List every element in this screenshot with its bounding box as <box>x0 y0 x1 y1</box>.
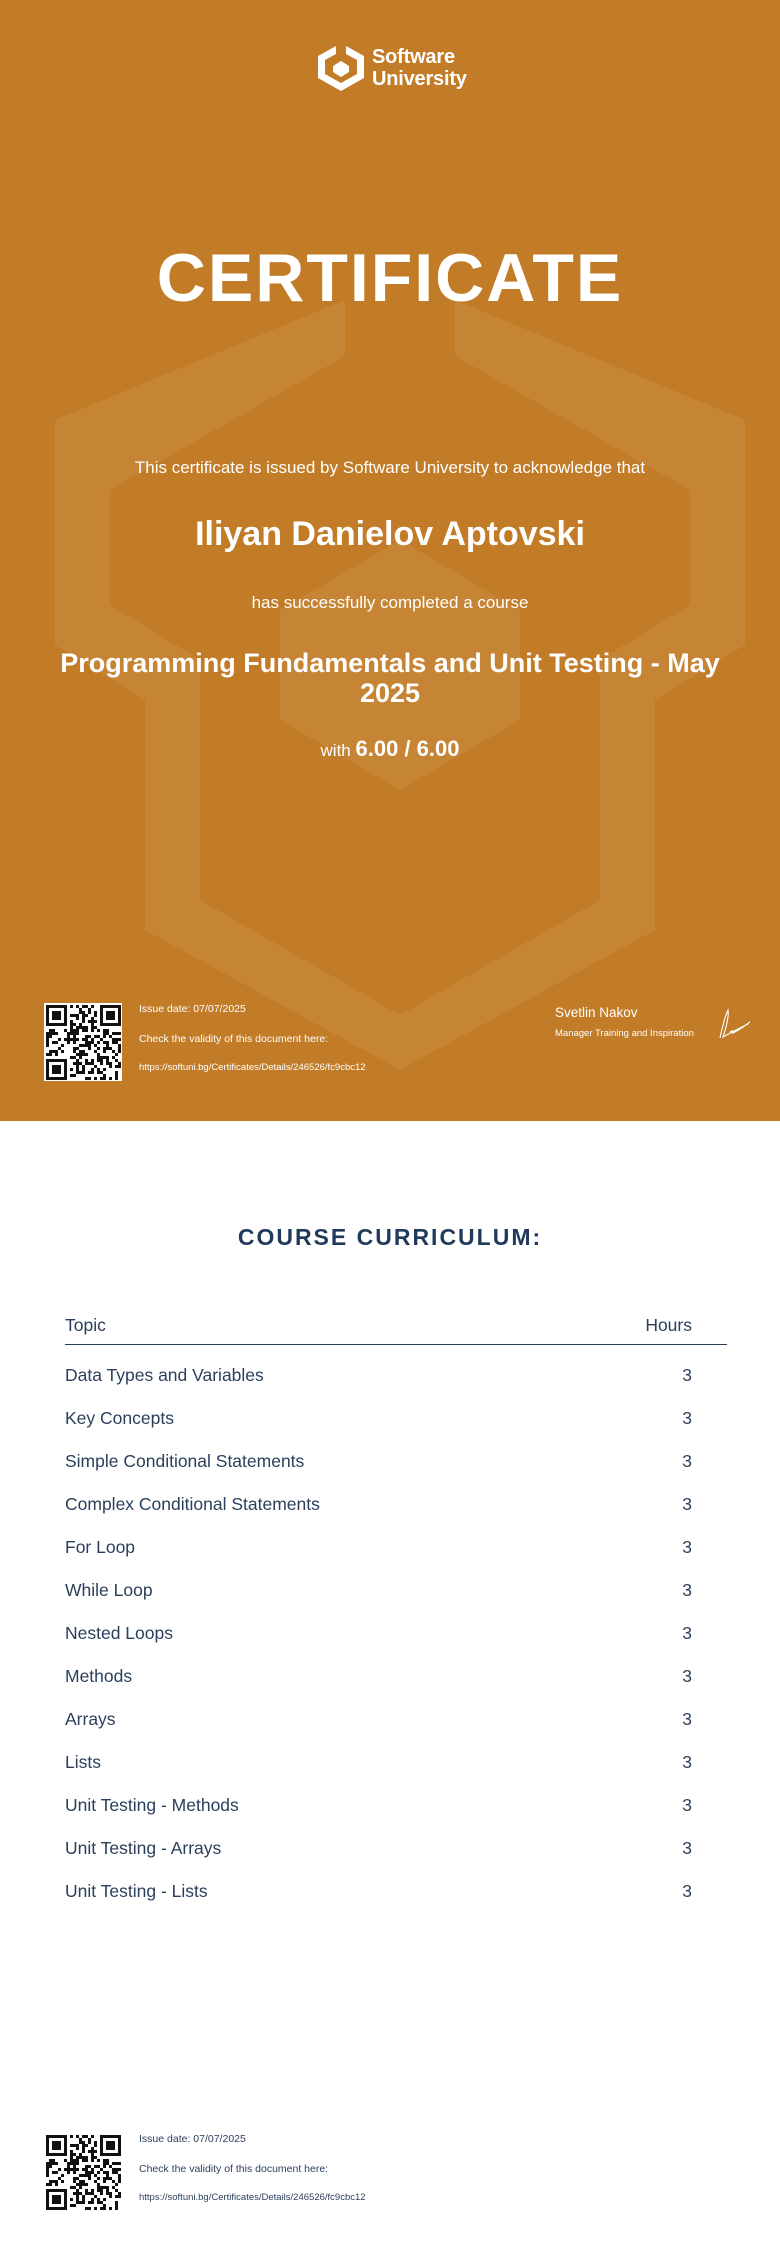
row-hours: 3 <box>682 1838 692 1858</box>
table-row <box>65 1877 727 1920</box>
qr-code-icon[interactable] <box>44 2133 122 2211</box>
course-name: Programming Fundamentals and Unit Testing - May 2025 <box>60 648 720 708</box>
row-hours: 3 <box>682 1451 692 1471</box>
row-hours: 3 <box>682 1752 692 1772</box>
softuni-watermark-icon <box>0 0 780 1121</box>
curriculum-title: COURSE CURRICULUM: <box>237 1224 543 1250</box>
signer-role: Manager Training and Inspiration <box>555 1028 694 1039</box>
recipient-name: Iliyan Danielov Aptovski <box>195 515 585 553</box>
row-hours: 3 <box>682 1494 692 1514</box>
row-topic: Data Types and Variables <box>65 1365 264 1385</box>
header-hours: Hours <box>645 1315 692 1335</box>
row-topic: Lists <box>65 1752 101 1772</box>
signer-block <box>555 1004 694 1042</box>
table-row <box>65 1361 727 1404</box>
table-row <box>65 1404 727 1447</box>
qr-code-icon[interactable] <box>44 1003 122 1081</box>
table-row <box>65 1791 727 1834</box>
row-hours: 3 <box>682 1709 692 1729</box>
completed-text: has successfully completed a course <box>251 593 529 612</box>
row-hours: 3 <box>682 1623 692 1643</box>
table-row <box>65 1662 727 1705</box>
brand-logo <box>316 42 476 94</box>
row-topic: Key Concepts <box>65 1408 174 1428</box>
validity-url[interactable]: https://softuni.bg/Certificates/Details/246526/fc9cbc12 <box>139 1062 366 1073</box>
certificate-page <box>0 0 780 1121</box>
certificate-title: CERTIFICATE <box>156 240 624 316</box>
issued-text: This certificate is issued by Software University to acknowledge that <box>134 458 646 477</box>
issue-date: Issue date: 07/07/2025 <box>139 1003 246 1015</box>
table-row <box>65 1533 727 1576</box>
brand-line-1: Software <box>372 46 455 68</box>
row-hours: 3 <box>682 1408 692 1428</box>
row-topic: Nested Loops <box>65 1623 173 1643</box>
curriculum-table <box>65 1310 727 1920</box>
row-topic: For Loop <box>65 1537 136 1557</box>
row-hours: 3 <box>682 1365 692 1385</box>
table-row <box>65 1705 727 1748</box>
grade-prefix: with <box>320 741 351 760</box>
table-row <box>65 1834 727 1877</box>
curriculum-header <box>65 1310 727 1345</box>
softuni-logo-icon <box>316 44 366 92</box>
signature-icon <box>714 1004 754 1044</box>
brand-line-2: University <box>372 68 467 90</box>
row-hours: 3 <box>682 1881 692 1901</box>
row-hours: 3 <box>682 1666 692 1686</box>
row-topic: Unit Testing - Methods <box>65 1795 239 1815</box>
row-topic: Unit Testing - Arrays <box>65 1838 222 1858</box>
issue-date: Issue date: 07/07/2025 <box>139 2133 246 2145</box>
row-topic: Unit Testing - Lists <box>65 1881 208 1901</box>
table-row <box>65 1576 727 1619</box>
row-topic: Simple Conditional Statements <box>65 1451 305 1471</box>
row-topic: Arrays <box>65 1709 116 1729</box>
row-hours: 3 <box>682 1580 692 1600</box>
curriculum-rows <box>65 1361 727 1920</box>
table-row <box>65 1490 727 1533</box>
validity-url[interactable]: https://softuni.bg/Certificates/Details/246526/fc9cbc12 <box>139 2192 366 2203</box>
row-topic: Complex Conditional Statements <box>65 1494 320 1514</box>
table-row <box>65 1748 727 1791</box>
validity-check-text: Check the validity of this document here: <box>139 1033 329 1045</box>
signer-name: Svetlin Nakov <box>555 1005 638 1020</box>
row-hours: 3 <box>682 1795 692 1815</box>
grade-line <box>0 736 780 764</box>
row-topic: While Loop <box>65 1580 153 1600</box>
table-row <box>65 1447 727 1490</box>
row-topic: Methods <box>65 1666 133 1686</box>
header-topic: Topic <box>65 1315 106 1335</box>
row-hours: 3 <box>682 1537 692 1557</box>
grade-value: 6.00 / 6.00 <box>355 736 460 761</box>
validity-check-text: Check the validity of this document here: <box>139 2163 329 2175</box>
table-row <box>65 1619 727 1662</box>
brand-name <box>372 46 467 90</box>
